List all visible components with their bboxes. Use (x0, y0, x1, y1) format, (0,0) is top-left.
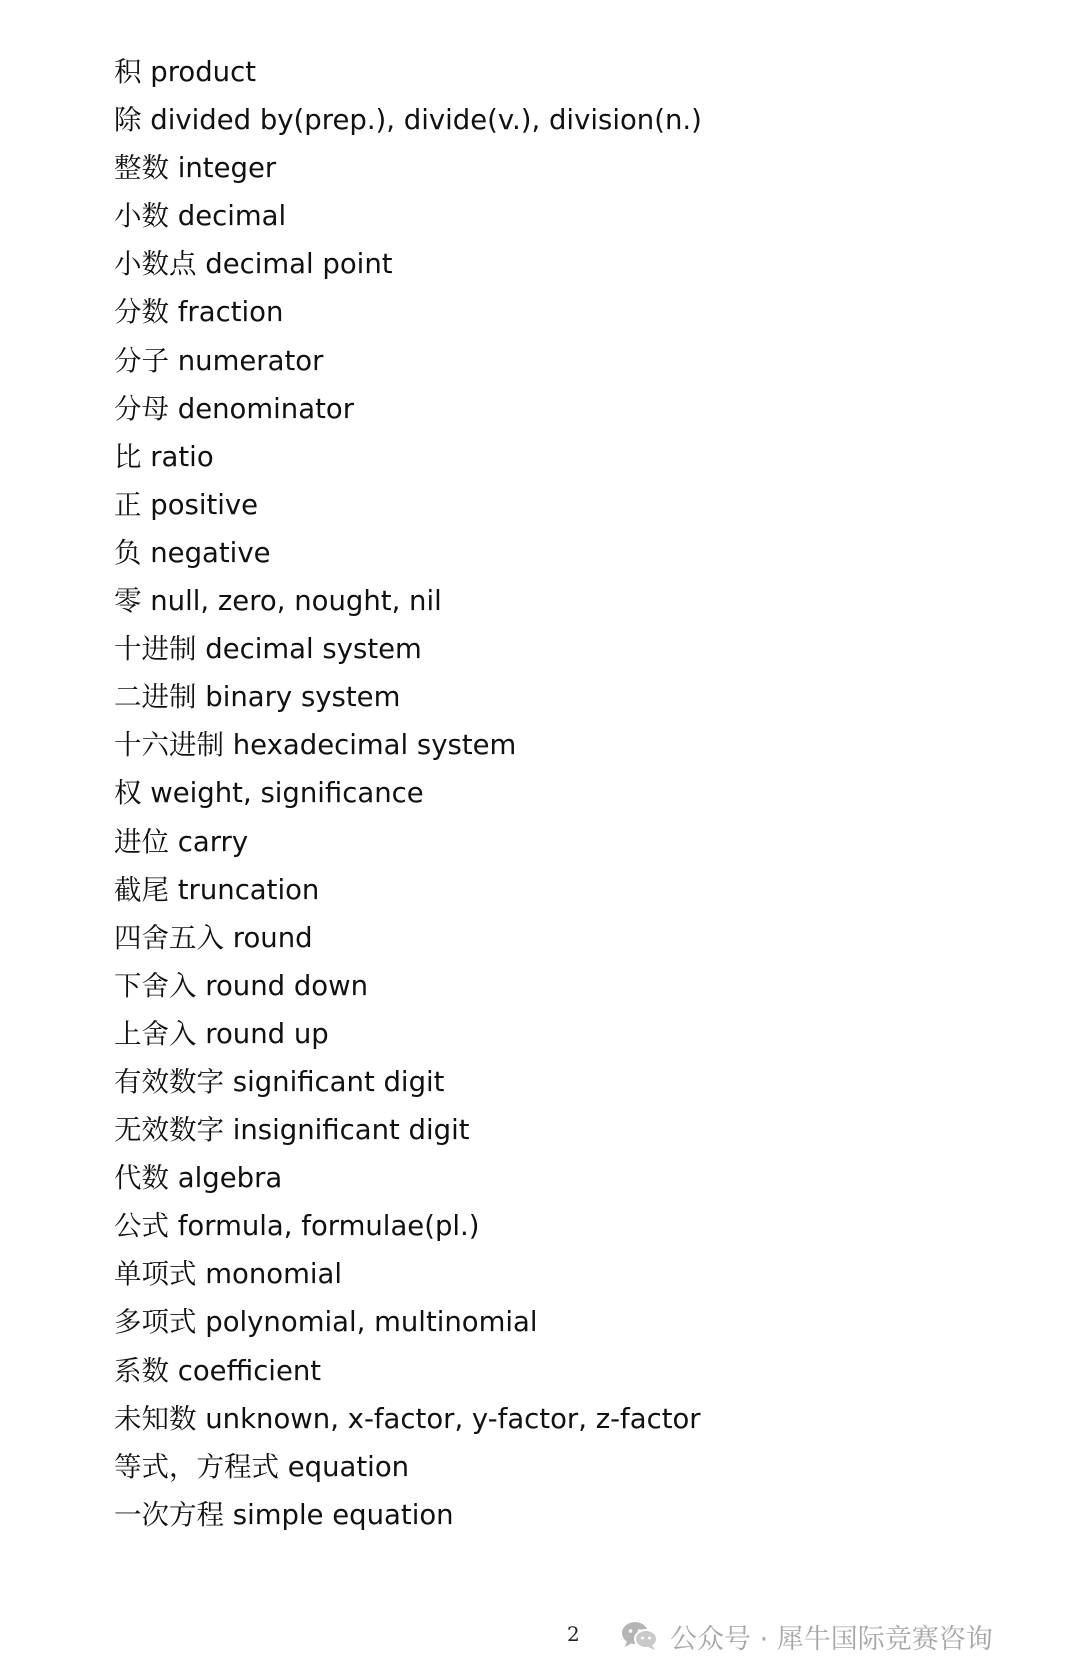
term-line: 比 ratio (114, 440, 214, 473)
vocabulary-list (114, 48, 702, 1539)
page-number: 2 (567, 1622, 580, 1646)
term-line: 进位 carry (114, 825, 249, 858)
watermark-text: 公众号 · 犀牛国际竞赛咨询 (670, 1623, 993, 1655)
term-line: 代数 algebra (114, 1162, 283, 1195)
term-line: 积 product (114, 56, 257, 88)
term-line: 除 divided by(prep.), divide(v.), division(n.) (114, 104, 702, 137)
term-line: 截尾 truncation (114, 873, 320, 906)
wechat-watermark (620, 1612, 993, 1660)
term-line: 负 negative (114, 536, 271, 569)
term-line: 分子 numerator (114, 344, 324, 377)
term-line: 小数点 decimal point (114, 248, 393, 281)
term-line: 十进制 decimal system (114, 633, 422, 666)
page-footer (0, 1612, 1080, 1660)
term-line: 分数 fraction (114, 296, 284, 329)
term-line: 单项式 monomial (114, 1258, 343, 1291)
term-line: 公式 formula, formulae(pl.) (114, 1210, 480, 1243)
term-line: 等式，方程式 equation (114, 1450, 410, 1483)
term-line: 权 weight, significance (114, 777, 424, 810)
term-line: 小数 decimal (114, 200, 287, 233)
term-line: 十六进制 hexadecimal system (114, 729, 517, 762)
term-line: 有效数字 significant digit (114, 1065, 445, 1098)
term-line: 正 positive (114, 488, 259, 521)
term-line: 下舍入 round down (114, 969, 369, 1002)
term-line: 零 null, zero, nought, nil (114, 585, 442, 618)
term-line: 二进制 binary system (114, 681, 401, 714)
term-line: 一次方程 simple equation (114, 1498, 454, 1531)
term-line: 系数 coefficient (114, 1354, 322, 1387)
term-line: 未知数 unknown, x-factor, y-factor, z-factor (114, 1402, 701, 1435)
term-line: 无效数字 insignificant digit (114, 1114, 470, 1147)
term-line: 多项式 polynomial, multinomial (114, 1306, 538, 1339)
term-line: 上舍入 round up (114, 1017, 329, 1050)
term-line: 分母 denominator (114, 392, 354, 425)
term-line: 整数 integer (114, 152, 277, 185)
wechat-icon (620, 1620, 660, 1652)
term-line: 四舍五入 round (114, 921, 313, 954)
